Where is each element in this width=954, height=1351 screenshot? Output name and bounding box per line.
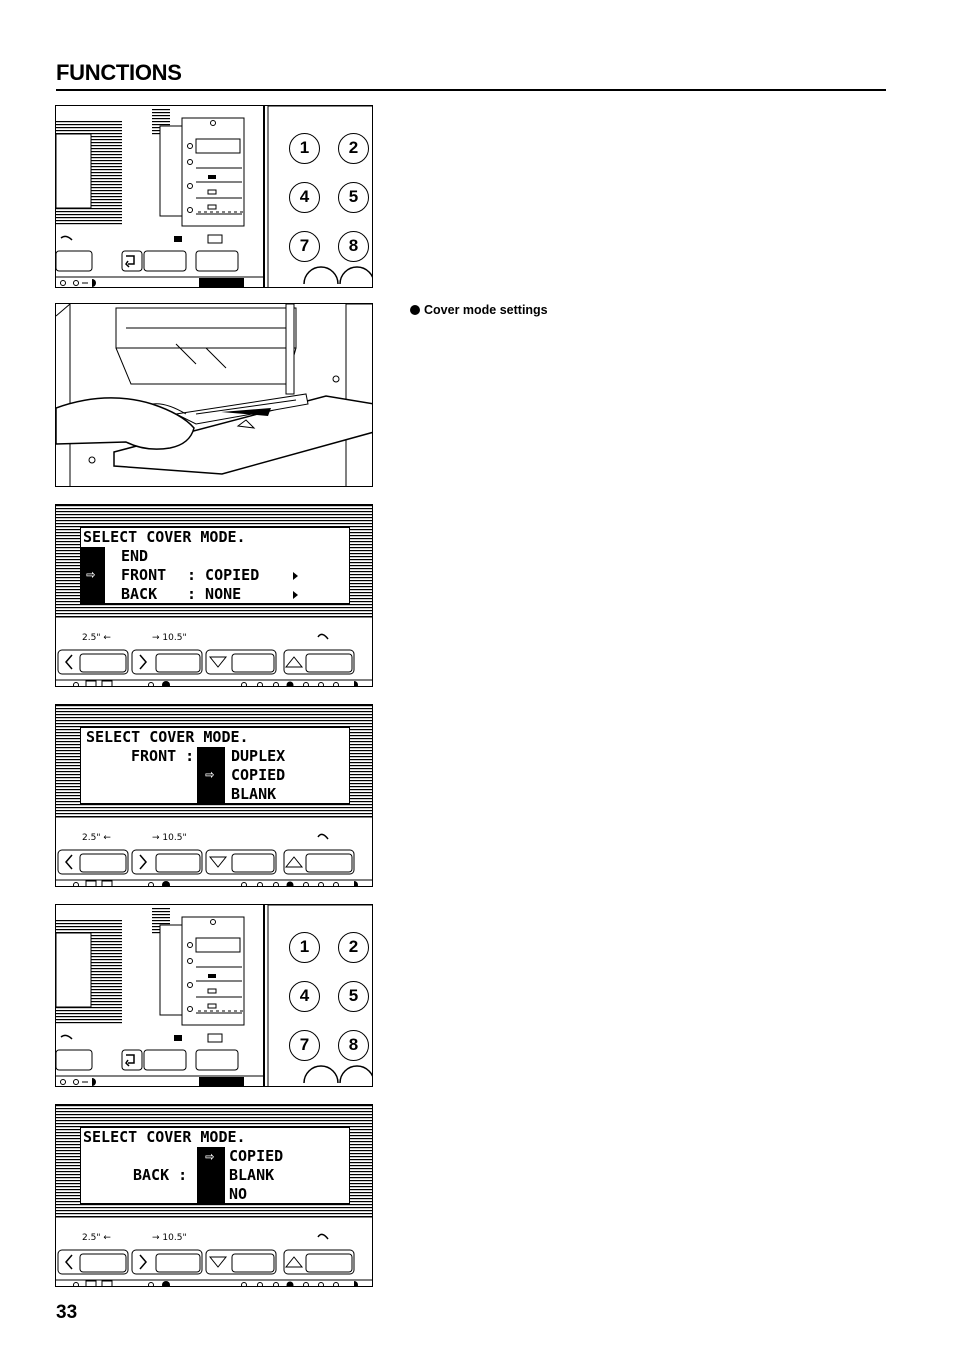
keypad-key-7[interactable]: 7 [289, 231, 320, 262]
size-decrease-label: 2.5" ← [82, 633, 111, 643]
hand-loading-paper-graphic [56, 304, 373, 487]
lcd-option-copied[interactable]: COPIED [229, 1147, 284, 1165]
keypad-key-1[interactable]: 1 [289, 133, 320, 164]
cursor-arrow-icon: ⇨ [205, 765, 215, 783]
copier-panel-graphic [56, 905, 373, 1087]
front-submenu-arrow-icon [293, 572, 298, 580]
lcd-panel-screen-1 [55, 504, 373, 687]
copier-keypad-illustration-2 [55, 904, 373, 1087]
lcd-display [80, 727, 350, 804]
page-number: 33 [56, 1302, 78, 1323]
keypad-key-1[interactable]: 1 [289, 932, 320, 963]
lcd-display [80, 527, 350, 604]
lcd-title: SELECT COVER MODE. [86, 728, 249, 746]
lcd-panel-screen-3 [55, 1104, 373, 1287]
lcd-option-duplex[interactable]: DUPLEX [231, 747, 286, 765]
lcd-front-value: : COPIED [187, 566, 260, 584]
lcd-back-label[interactable]: BACK [121, 585, 158, 603]
copier-keypad-illustration-1 [55, 105, 373, 288]
cover-mode-settings-label: Cover mode settings [424, 303, 548, 317]
lcd-end-option[interactable]: END [121, 547, 149, 565]
size-increase-label: → 10.5" [152, 1233, 187, 1243]
cursor-arrow-icon: ⇨ [205, 1147, 215, 1165]
keypad-key-4[interactable]: 4 [289, 182, 320, 213]
bypass-tray-illustration [55, 303, 373, 487]
keypad-key-7[interactable]: 7 [289, 1030, 320, 1061]
lcd-title: SELECT COVER MODE. [83, 1128, 246, 1146]
page-title: FUNCTIONS [56, 60, 182, 85]
lcd-panel-screen-2 [55, 704, 373, 887]
size-increase-label: → 10.5" [152, 633, 187, 643]
keypad-key-5[interactable]: 5 [338, 981, 369, 1012]
size-decrease-label: 2.5" ← [82, 1233, 111, 1243]
cursor-arrow-icon: ⇨ [86, 565, 96, 583]
lcd-option-blank[interactable]: BLANK [231, 785, 277, 803]
keypad-key-5[interactable]: 5 [338, 182, 369, 213]
lcd-option-no[interactable]: NO [229, 1185, 248, 1203]
cover-mode-settings-note [410, 303, 548, 317]
lcd-display [80, 1127, 350, 1204]
size-increase-label: → 10.5" [152, 833, 187, 843]
copier-panel-graphic [56, 106, 373, 288]
keypad-key-8[interactable]: 8 [338, 231, 369, 262]
header-rule [56, 89, 886, 91]
keypad-key-2[interactable]: 2 [338, 133, 369, 164]
keypad-key-4[interactable]: 4 [289, 981, 320, 1012]
lcd-front-label: FRONT : [131, 747, 195, 765]
bullet-icon [410, 305, 420, 315]
size-decrease-label: 2.5" ← [82, 833, 111, 843]
lcd-back-label: BACK : [133, 1166, 188, 1184]
lcd-option-blank[interactable]: BLANK [229, 1166, 275, 1184]
keypad-key-2[interactable]: 2 [338, 932, 369, 963]
lcd-option-copied[interactable]: COPIED [231, 766, 286, 784]
lcd-front-label[interactable]: FRONT [121, 566, 167, 584]
lcd-title: SELECT COVER MODE. [83, 528, 246, 546]
keypad-key-8[interactable]: 8 [338, 1030, 369, 1061]
lcd-back-value: : NONE [187, 585, 242, 603]
back-submenu-arrow-icon [293, 591, 298, 599]
